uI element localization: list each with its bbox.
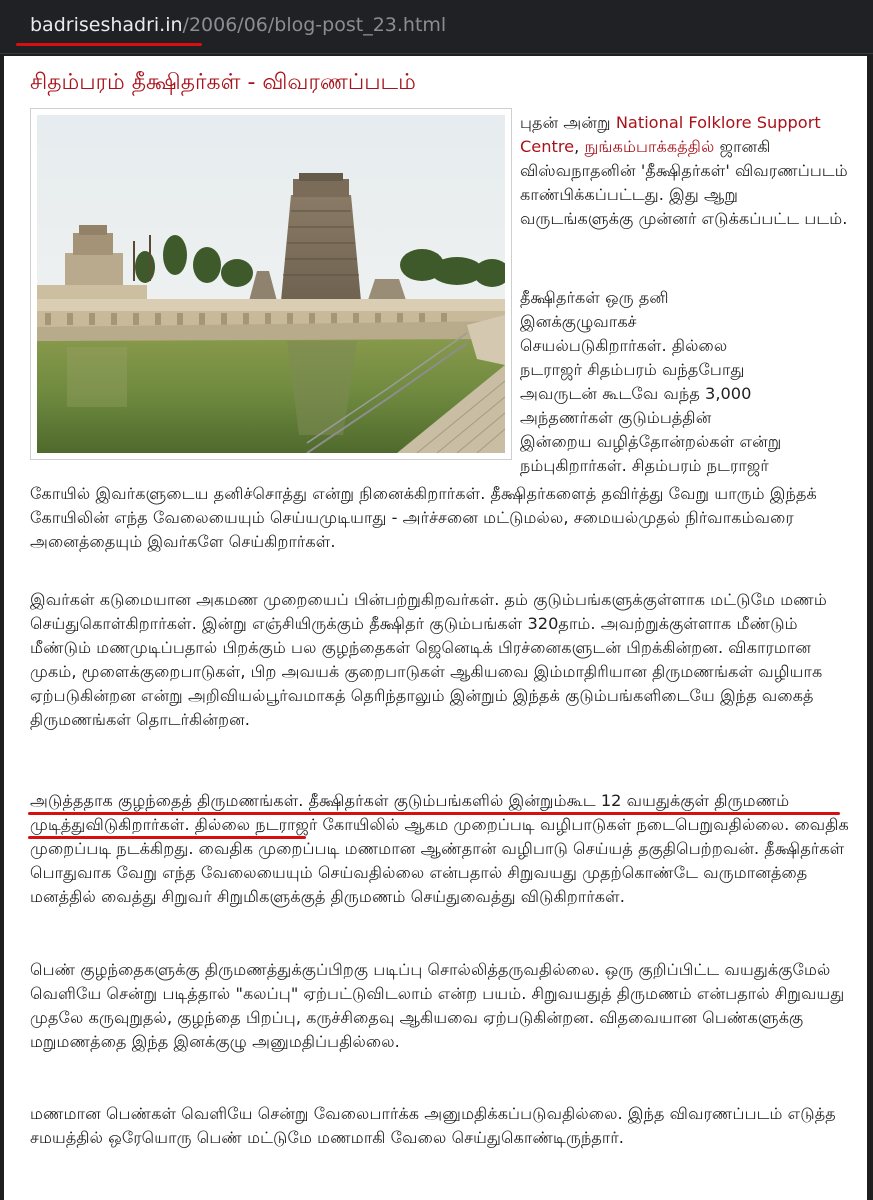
p2-line: இன்றைய வழித்தோன்றல்கள் என்று xyxy=(520,432,782,451)
p2-line: செயல்படுகிறார்கள். தில்லை xyxy=(520,336,728,355)
browser-address-bar[interactable] xyxy=(0,0,873,54)
temple-photo xyxy=(30,108,512,460)
url-text[interactable] xyxy=(30,14,446,36)
intro-mid: , xyxy=(574,137,585,156)
p2-line: நடராஜர் சிதம்பரம் வந்தபோது xyxy=(520,360,745,379)
blog-page xyxy=(4,56,867,1200)
post-title: சிதம்பரம் தீக்ஷிதர்கள் - விவரணப்படம் xyxy=(30,70,416,95)
paragraph-dikshitar-side xyxy=(520,286,850,478)
nfsc-link[interactable]: National Folklore Support Centre xyxy=(520,113,821,156)
p2-line: தீக்ஷிதர்கள் ஒரு தனி xyxy=(520,288,669,307)
annotation-underline-1 xyxy=(28,812,840,815)
p2-line: அவருடன் கூடவே வந்த 3,000 xyxy=(520,384,752,403)
paragraph-dikshitar-continued: கோயில் இவர்களுடைய தனிச்சொத்து என்று நினைக்கிறார்கள். தீக்ஷிதர்களைத் தவிர்த்து வேறு யாரும் இந்தக் கோயிலின் எந்த வேலையையும் செய்யமுடியாது - அர்ச்சனை மட்டுமல்ல, சமையல்முதல் நிர்வாகம்வரை அனைத்தையும் இவர்களே செய்கிறார்கள். xyxy=(30,484,817,551)
p2-line: அந்தணர்கள் குடும்பத்தின் xyxy=(520,408,712,427)
intro-pre: புதன் அன்று xyxy=(520,113,616,132)
paragraph-child-marriage: அடுத்ததாக குழந்தைத் திருமணங்கள். தீக்ஷிதர்கள் குடும்பங்களில் இன்றும்கூட 12 வயதுக்குள் திருமணம் முடித்துவிடுகிறார்கள். தில்லை நடராஜர் கோயிலில் ஆகம முறைப்படி வழிபாடுகள் நடைபெறுவதில்லை. வைதிக முறைப்படி நடக்கிறது. வைதிக முறைப்படி மணமான ஆண்தான் வழிபாடு செய்யத் தகுதிபெற்றவன். தீக்ஷிதர்கள் பொதுவாக வேறு எந்த வேலையையும் செய்வதில்லை என்பதால் சிறுவயது முதற்கொண்டே வருமானத்தை மனத்தில் வைத்து சிறுவர் சிறுமிகளுக்குத் திருமணம் செய்துவைத்து விடுகிறார்கள். xyxy=(30,791,849,906)
temple-tank-image xyxy=(37,115,505,453)
paragraph-girls-education: பெண் குழந்தைகளுக்கு திருமணத்துக்குப்பிறகு படிப்பு சொல்லித்தருவதில்லை. ஒரு குறிப்பிட்ட வயதுக்குமேல் வெளியே சென்று படித்தால் "கலப்பு" ஏற்பட்டுவிடலாம் என்ற பயம். சிறுவயதுத் திருமணம் என்பதால் சிறுவயது முதலே கருவுறுதல், குழந்தை பிறப்பு, கருச்சிதைவு ஆகியவை ஏற்படுகின்றன. விதவையான பெண்களுக்கு மறுமணத்தை இந்த இனக்குழு அனுமதிப்பதில்லை. xyxy=(30,960,845,1051)
paragraph-endogamy: இவர்கள் கடுமையான அகமண முறையைப் பின்பற்றுகிறவர்கள். தம் குடும்பங்களுக்குள்ளாக மட்டுமே மணம் செய்துகொள்கிறார்கள். இன்று எஞ்சியிருக்கும் தீக்ஷிதர் குடும்பங்கள் 320தாம். அவற்றுக்குள்ளாக மீண்டும் மீண்டும் மணமுடிப்பதால் பிறக்கும் பல குழந்தைகள் ஜெனெடிக் பிரச்னைகளுடன் பிறக்கின்றன. விகாரமான முகம், மூளைக்குறைபாடுகள், பிற அவயக் குறைபாடுகள் ஆகியவை இம்மாதிரியான திருமணங்கள் வழியாக ஏற்படுகின்றன என்று அறிவியல்பூர்வமாகத் தெரிந்தாலும் இன்றும் இந்தக் குடும்பங்களிடையே இந்த வகைத் திருமணங்கள் தொடர்கின்றன. xyxy=(30,590,827,729)
url-annotation-underline xyxy=(16,43,202,46)
intro-rest: ஜானகி விஸ்வநாதனின் 'தீக்ஷிதர்கள்' விவரணப்படம் காண்பிக்கப்பட்டது. இது ஆறு வருடங்களுக்கு முன்னர் எடுக்கப்பட்ட படம். xyxy=(520,137,848,228)
intro-paragraph xyxy=(520,111,850,231)
url-path: /2006/06/blog-post_23.html xyxy=(182,14,447,36)
p2-line: இனக்குழுவாகச் xyxy=(520,312,637,331)
intro-place: நுங்கம்பாக்கத்தில் xyxy=(584,137,715,156)
paragraph-married-women: மணமான பெண்கள் வெளியே சென்று வேலைபார்க்க அனுமதிக்கப்படுவதில்லை. இந்த விவரணப்படம் எடுத்த சமயத்தில் ஒரேயொரு பெண் மட்டுமே மணமாகி வேலை செய்துகொண்டிருந்தார். xyxy=(30,1104,836,1147)
annotation-underline-2 xyxy=(28,836,306,839)
url-host: badriseshadri.in xyxy=(30,14,183,36)
p2-line: நம்புகிறார்கள். சிதம்பரம் நடராஜர் xyxy=(520,456,769,475)
